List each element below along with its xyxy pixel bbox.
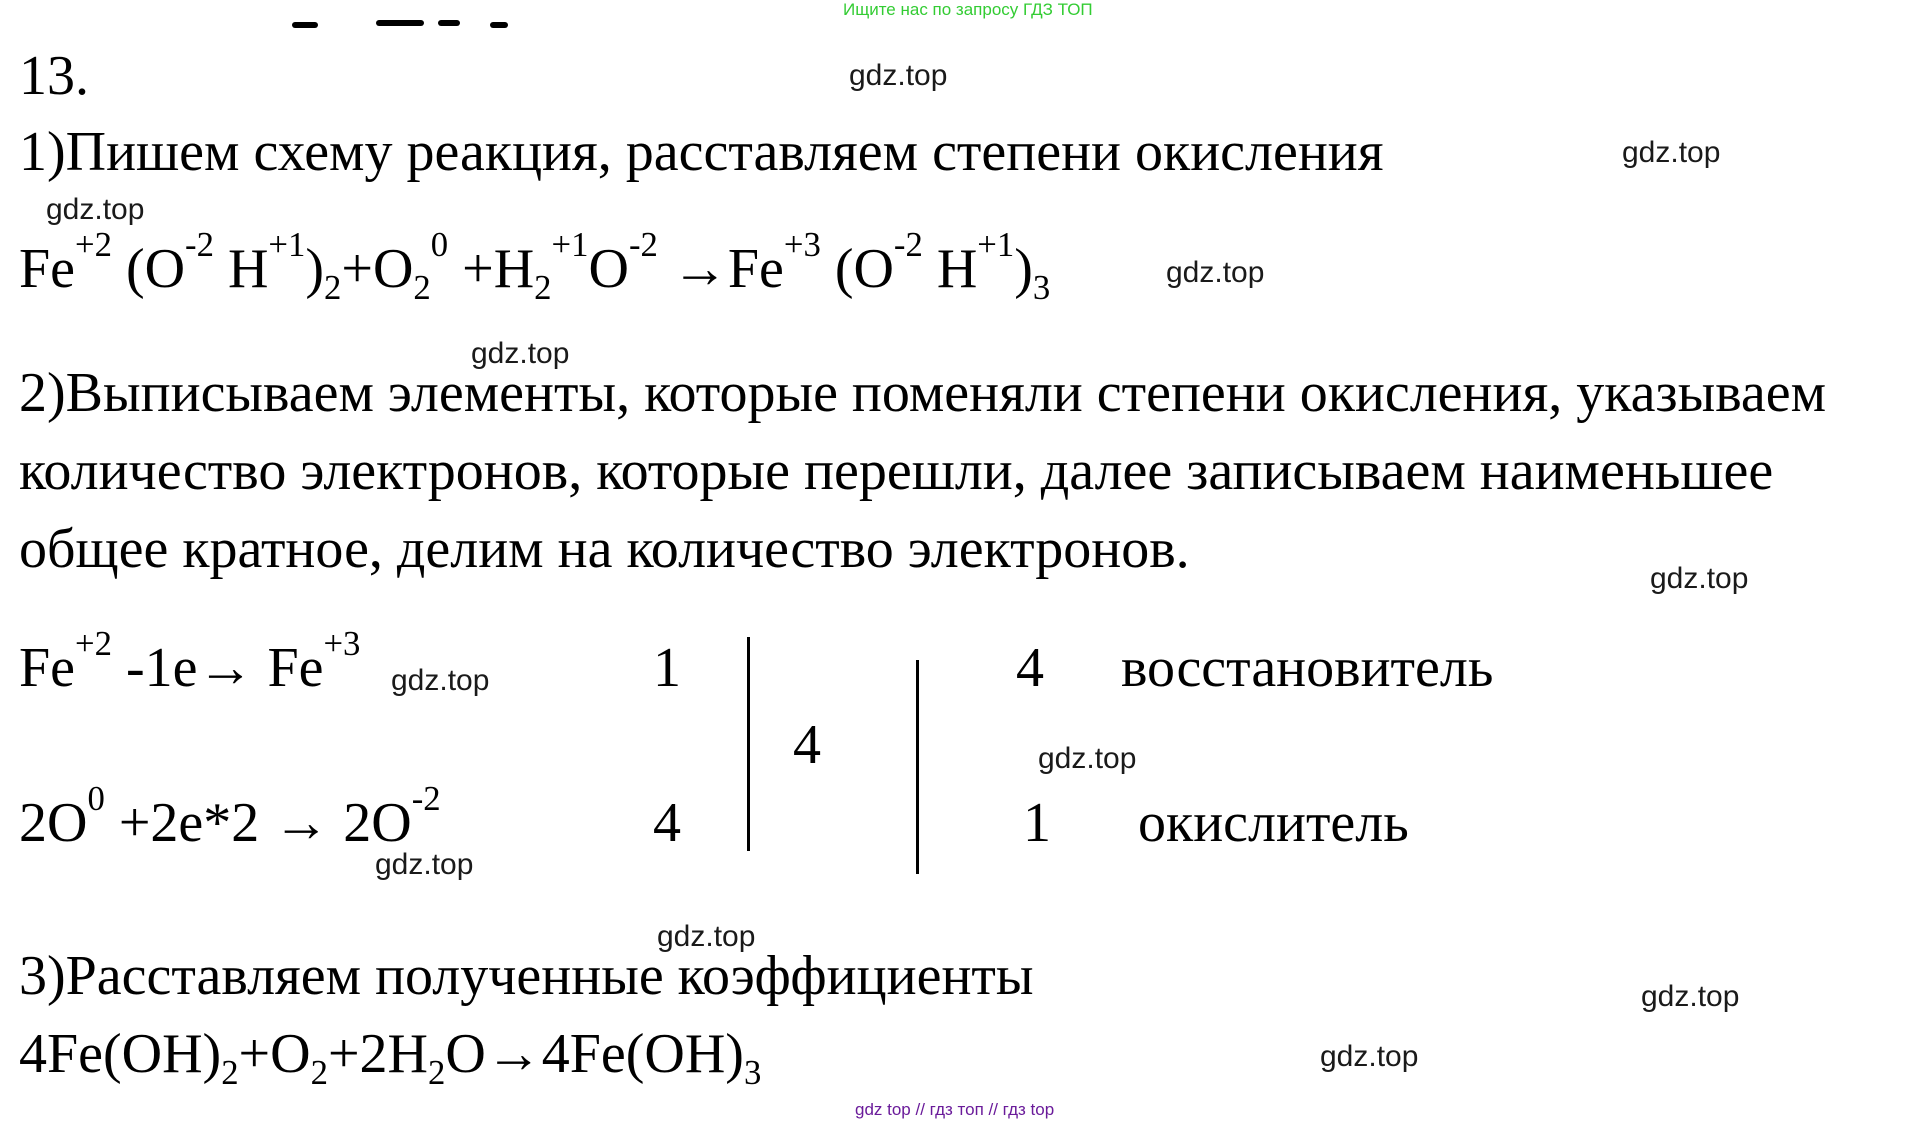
step3-text: 3)Расставляем полученные коэффициенты bbox=[19, 945, 1034, 1007]
cut-off-text-fragment bbox=[376, 20, 424, 26]
balance-row-2-half-reaction: $2O^0 +2e*2 \to 2O^{-2}$ bbox=[19, 778, 441, 854]
watermark: gdz.top bbox=[46, 193, 145, 226]
watermark: gdz.top bbox=[1320, 1040, 1419, 1073]
balance-row-1-half-reaction: $Fe^{+2}$ $-1e\to Fe^{+3}$ bbox=[19, 623, 361, 699]
balanced-equation: $4Fe(OH)_2+O_2+2H_2O\to 4Fe(OH)_3$ bbox=[19, 1023, 762, 1093]
balance-divider-right bbox=[916, 660, 919, 874]
watermark: gdz.top bbox=[375, 848, 474, 881]
balance-row-1-electrons: 1 bbox=[653, 637, 681, 699]
balance-row-1-role: восстановитель bbox=[1121, 637, 1494, 699]
step2-line-1: 2)Выписываем элементы, которые поменяли степени окисления, указываем bbox=[19, 362, 1827, 424]
balance-row-2-electrons: 4 bbox=[653, 792, 681, 854]
watermark: gdz.top bbox=[1641, 980, 1740, 1013]
watermark: gdz.top bbox=[471, 337, 570, 370]
step2-line-2: количество электронов, которые перешли, далее записываем наименьшее bbox=[19, 440, 1774, 502]
watermark: gdz.top bbox=[849, 59, 948, 92]
watermark: gdz.top bbox=[391, 664, 490, 697]
watermark: gdz.top bbox=[1166, 256, 1265, 289]
footer-links[interactable]: gdz top // гдз топ // гдз top bbox=[855, 1100, 1055, 1119]
step2-line-3: общее кратное, делим на количество электронов. bbox=[19, 518, 1190, 580]
cut-off-text-fragment bbox=[438, 20, 460, 26]
cut-off-text-fragment bbox=[292, 22, 318, 28]
watermark: gdz.top bbox=[1622, 136, 1721, 169]
balance-row-2-role: окислитель bbox=[1138, 792, 1409, 854]
top-search-note[interactable]: Ищите нас по запросу ГДЗ ТОП bbox=[843, 0, 1093, 19]
balance-lcm: 4 bbox=[793, 714, 821, 776]
reaction-scheme-equation: $Fe^{+2}$ ($O^{-2}$ $H^{+1})_2+O_2^0 +H_2^{+1}O^{-2} \to Fe^{+3}$ ($O^{-2}$ $H^{+1})_3$ bbox=[19, 224, 1051, 308]
watermark: gdz.top bbox=[657, 920, 756, 953]
cut-off-text-fragment bbox=[490, 22, 508, 28]
step1-text: 1)Пишем схему реакция, расставляем степени окисления bbox=[19, 121, 1384, 183]
balance-divider-left bbox=[747, 637, 750, 851]
watermark: gdz.top bbox=[1038, 742, 1137, 775]
watermark: gdz.top bbox=[1650, 562, 1749, 595]
task-number: 13. bbox=[19, 45, 89, 107]
balance-row-2-coefficient: 1 bbox=[1023, 792, 1051, 854]
balance-row-1-coefficient: 4 bbox=[1016, 637, 1044, 699]
